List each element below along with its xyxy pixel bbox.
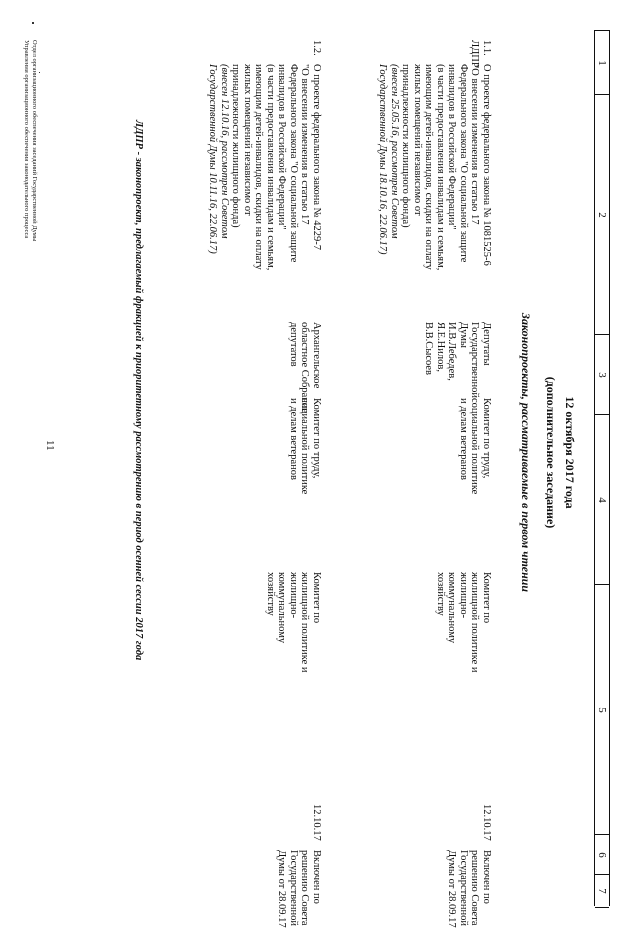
header-col-3: 3 (595, 334, 609, 415)
responsible-committee: Комитет по труду, социальной политике и делам ветеранов (288, 398, 322, 495)
row-tag: ЛДПР (469, 40, 481, 68)
header-col-2: 2 (595, 94, 609, 335)
consideration-date: 12.10.17 (311, 804, 322, 841)
header-col-4: 4 (595, 414, 609, 585)
section-title: Законопроекты, рассматриваемые в первом чтении (519, 312, 533, 593)
bill-description: О проекте федерального закона № 1081525-6 "О внесении изменения в статью 17 Федерального закона "О социальной защите инвалидов в Российской Федерации" (в части предоставления инвалидам и семьям, имеющим детей-инвалидов, скидки на оплату жилых помещений независимо от принадлежности жилищного фонда) (внесен 25.05.16, рассмотрен Советом Государственной Думы 18.10.16, 22.06.17) (377, 64, 492, 271)
co-committee: Комитет по жилищной политике и жилищно- коммунальному хозяйству (265, 572, 322, 673)
header-col-1: 1 (595, 30, 609, 95)
decision-note: Включен по решению Совета Государственной Думы от 28.09.17 (446, 850, 492, 928)
table-header (594, 30, 610, 906)
bill-description: О проекте федерального закона № 4229-7 "О внесении изменения в статью 17 Федерального закона "О социальной защите инвалидов в Российской Федерации" (в части предоставления инвалидам и семьям, имеющим детей-инвалидов, скидки на оплату жилых помещений независимо от принадлежности жилищного фонда) (внесен 12.10.16, рассмотрен Советом Государственной Думы 10.11.16, 22.06.17) (207, 64, 322, 271)
decision-note: Включен по решению Совета Государственной Думы от 28.09.17 (276, 850, 322, 928)
co-committee: Комитет по жилищной политике и жилищно- коммунальному хозяйству (435, 572, 492, 673)
priority-footnote: ЛДПР - законопроект, предлагаемый фракцией к приоритетному рассмотрению в период осенней сессии 2017 года (133, 120, 144, 661)
scan-mark (32, 22, 34, 24)
initiator: Депутаты Государственной Думы И.В.Лебедев, Я.Е.Нилов, В.В.Сысоев (423, 322, 492, 398)
session-title: (дополнительное заседание) (544, 376, 558, 529)
scan-mark (39, 72, 40, 73)
responsible-committee: Комитет по труду, социальной политике и делам ветеранов (458, 398, 492, 495)
footer: Отдел организационного обеспечения заседаний Государственной Думы Управления организационного обеспечения законодательного процесса (23, 40, 38, 242)
page-number: 11 (44, 440, 56, 451)
header-col-5: 5 (595, 584, 609, 835)
date-title: 12 октября 2017 года (563, 396, 577, 509)
header-col-6: 6 (595, 834, 609, 875)
header-col-7: 7 (595, 874, 609, 908)
initiator: Архангельское областное Собрание депутатов (288, 322, 322, 414)
consideration-date: 12.10.17 (481, 804, 492, 841)
row-number: 1.2. (311, 40, 322, 56)
row-number: 1.1. ЛДПР (469, 40, 492, 68)
